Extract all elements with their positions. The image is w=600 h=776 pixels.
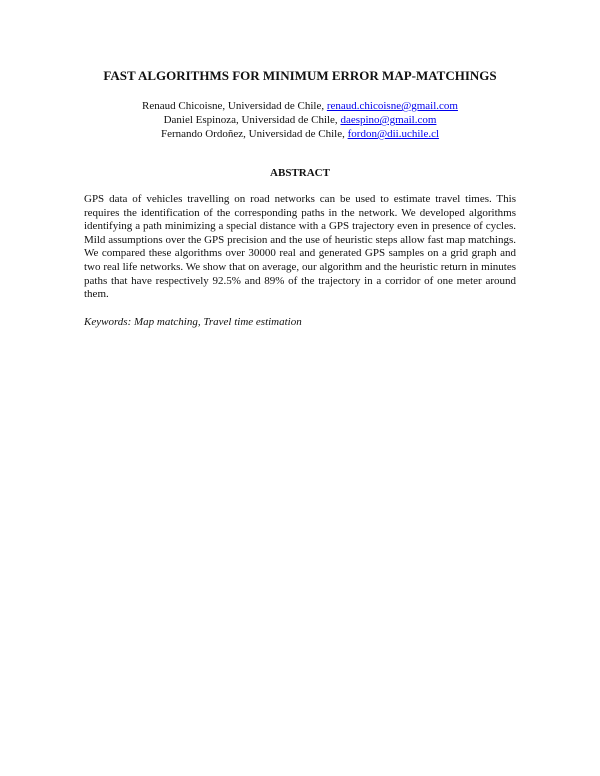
author-affiliation: Renaud Chicoisne, Universidad de Chile, xyxy=(142,100,327,112)
author-affiliation: Daniel Espinoza, Universidad de Chile, xyxy=(163,114,341,126)
author-block xyxy=(0,99,600,141)
author-email-link[interactable]: fordon@dii.uchile.cl xyxy=(347,128,440,140)
author-affiliation: Fernando Ordoñez, Universidad de Chile, xyxy=(160,128,348,140)
author-line xyxy=(0,113,600,127)
keywords-line: Keywords: Map matching, Travel time estimation xyxy=(84,316,302,328)
abstract-body: GPS data of vehicles travelling on road networks can be used to estimate travel times. This requires the identification of the corresponding paths in the network. We developed algorithms identifying a path minimizing a special distance with a GPS trajectory even in presence of cycles. Mild assumptions over the GPS precision and the use of heuristic steps allow fast map matchings. We compared these algorithms over 30000 real and generated GPS samples on a grid graph and two real life networks. We show that on average, our algorithm and the heuristic return in minutes paths that have respectively 92.5% and 89% of the trajectory in a corridor of one meter around them. xyxy=(84,193,516,301)
abstract-heading: ABSTRACT xyxy=(270,167,330,179)
author-line xyxy=(0,127,600,141)
author-line xyxy=(0,99,600,113)
author-email-link[interactable]: renaud.chicoisne@gmail.com xyxy=(326,100,458,112)
author-email-link[interactable]: daespino@gmail.com xyxy=(340,114,437,126)
paper-title: FAST ALGORITHMS FOR MINIMUM ERROR MAP-MATCHINGS xyxy=(103,68,497,83)
